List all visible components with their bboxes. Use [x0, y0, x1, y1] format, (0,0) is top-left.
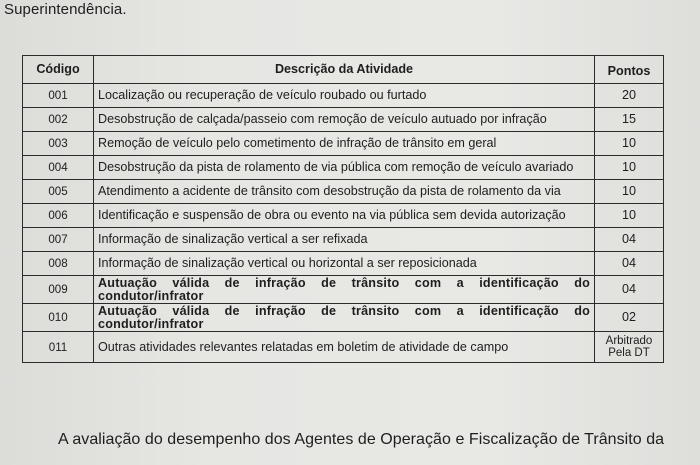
- row-code: 006: [23, 204, 94, 228]
- row-code: 005: [23, 180, 94, 204]
- row-points: 10: [595, 132, 664, 156]
- row-points-line2: Pela DT: [608, 347, 650, 359]
- row-description-line2: condutor/infrator: [98, 316, 204, 331]
- row-description: Desobstrução de calçada/passeio com remoção de veículo autuado por infração: [94, 108, 595, 132]
- row-code: 008: [23, 252, 94, 276]
- row-code: 007: [23, 228, 94, 252]
- row-description-line1: Autuação válida de infração de trânsito com a identificação do: [98, 276, 590, 290]
- table-row: [23, 332, 664, 363]
- paragraph-bottom: A avaliação do desempenho dos Agentes de Operação e Fiscalização de Trânsito da: [58, 431, 665, 448]
- row-description: Localização ou recuperação de veículo roubado ou furtado: [94, 84, 595, 108]
- table-row: [23, 252, 664, 276]
- row-description: Desobstrução da pista de rolamento de via pública com remoção de veículo avariado: [94, 156, 595, 180]
- row-description: [94, 304, 595, 332]
- header-points: Pontos: [595, 56, 664, 84]
- row-code: 001: [23, 84, 94, 108]
- table-header-row: [23, 56, 664, 84]
- row-description-line2: condutor/infrator: [98, 288, 204, 303]
- row-description: Informação de sinalização vertical a ser refixada: [94, 228, 595, 252]
- header-code: Código: [23, 56, 94, 84]
- row-points: 04: [595, 276, 664, 304]
- row-points: 10: [595, 204, 664, 228]
- row-description: Remoção de veículo pelo cometimento de infração de trânsito em geral: [94, 132, 595, 156]
- row-points: [595, 332, 664, 363]
- table-row: [23, 276, 664, 304]
- table-row: [23, 204, 664, 228]
- row-points: 15: [595, 108, 664, 132]
- table-row: [23, 180, 664, 204]
- table-row: [23, 228, 664, 252]
- table-row: [23, 108, 664, 132]
- row-description: [94, 276, 595, 304]
- row-description: Informação de sinalização vertical ou horizontal a ser reposicionada: [94, 252, 595, 276]
- row-points-line1: Arbitrado: [605, 335, 653, 347]
- row-code: 003: [23, 132, 94, 156]
- row-code: 009: [23, 276, 94, 304]
- table-row: [23, 84, 664, 108]
- row-description: Identificação e suspensão de obra ou evento na via pública sem devida autorização: [94, 204, 595, 228]
- row-description: Outras atividades relevantes relatadas em boletim de atividade de campo: [94, 332, 595, 363]
- paragraph-top: Superintendência.: [4, 1, 127, 18]
- header-description: Descrição da Atividade: [94, 56, 595, 84]
- table-row: [23, 304, 664, 332]
- row-points: 02: [595, 304, 664, 332]
- row-points: 10: [595, 156, 664, 180]
- row-description: Atendimento a acidente de trânsito com desobstrução da pista de rolamento da via: [94, 180, 595, 204]
- row-points: 10: [595, 180, 664, 204]
- activities-table: [22, 55, 664, 363]
- row-code: 004: [23, 156, 94, 180]
- row-code: 010: [23, 304, 94, 332]
- row-code: 011: [23, 332, 94, 363]
- row-points: 04: [595, 228, 664, 252]
- table-row: [23, 156, 664, 180]
- row-points: 04: [595, 252, 664, 276]
- row-description-line1: Autuação válida de infração de trânsito com a identificação do: [98, 304, 590, 318]
- row-code: 002: [23, 108, 94, 132]
- row-points: 20: [595, 84, 664, 108]
- table-row: [23, 132, 664, 156]
